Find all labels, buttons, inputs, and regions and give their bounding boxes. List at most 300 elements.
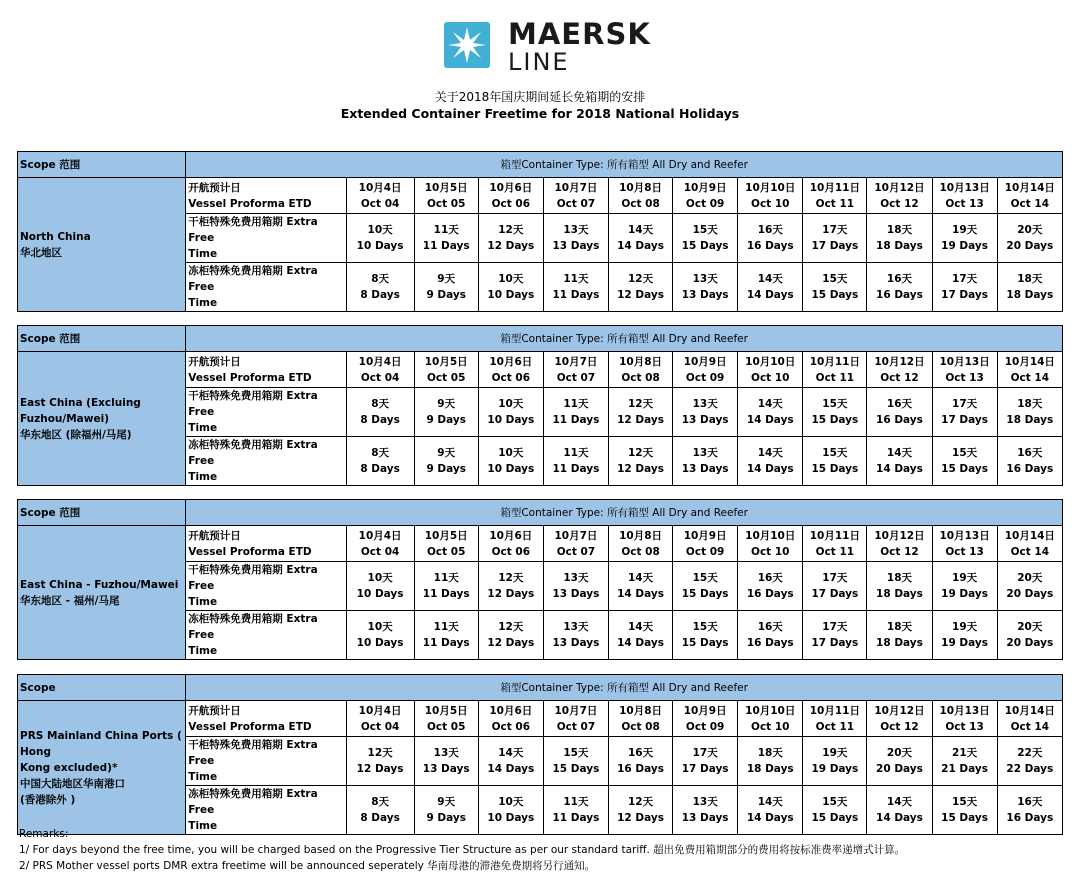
table-cell	[543, 437, 608, 486]
row-label-line-1: 冻柜特殊免费用箱期 Extra Free	[188, 788, 318, 816]
cell-en: 13 Days	[552, 240, 600, 252]
table-cell	[997, 562, 1062, 611]
table-header-row	[18, 152, 1063, 178]
table-cell	[738, 388, 803, 437]
row-label	[186, 562, 346, 611]
cell-en: 15 Days	[811, 812, 859, 824]
cell-cn: 12天	[498, 621, 524, 633]
row-label	[186, 526, 346, 562]
cell-en: 14 Days	[617, 588, 664, 600]
cell-cn: 18天	[757, 747, 783, 759]
cell-en: 16 Days	[746, 637, 794, 649]
cell-en: Oct 09	[685, 371, 725, 384]
table-cell	[997, 178, 1062, 214]
cell-en: 17 Days	[941, 414, 988, 426]
cell-en: Oct 09	[685, 197, 725, 210]
cell-cn: 10月5日	[424, 529, 468, 542]
table-cell	[738, 214, 803, 263]
freetime-table-4	[17, 674, 1063, 835]
brand-header	[0, 18, 1080, 78]
table-cell	[608, 388, 672, 437]
brand-name: MAERSK	[508, 17, 651, 51]
table-cell	[608, 562, 672, 611]
table-cell	[478, 562, 543, 611]
region-line: PRS Mainland China Ports ( Hong	[20, 729, 182, 758]
cell-en: 12 Days	[617, 414, 664, 426]
cell-en: Oct 14	[1010, 197, 1050, 210]
cell-en: 14 Days	[876, 463, 923, 475]
cell-cn: 15天	[563, 747, 589, 759]
table-cell	[608, 611, 672, 660]
row-label	[186, 437, 346, 486]
cell-en: 17 Days	[811, 588, 859, 600]
table-cell	[478, 178, 543, 214]
etd-row	[18, 178, 1063, 214]
cell-cn: 10月4日	[358, 704, 402, 717]
cell-cn: 14天	[627, 572, 654, 584]
cell-cn: 12天	[627, 796, 654, 808]
cell-en: 12 Days	[617, 289, 664, 301]
cell-cn: 8天	[371, 398, 389, 410]
cell-cn: 14天	[627, 224, 654, 236]
table-cell	[867, 526, 932, 562]
cell-en: 17 Days	[941, 289, 988, 301]
table-cell	[932, 562, 997, 611]
table-cell	[478, 701, 543, 737]
cell-cn: 10月14日	[1004, 704, 1055, 717]
cell-en: 17 Days	[681, 763, 729, 775]
cell-cn: 10月4日	[358, 355, 402, 368]
table-cell	[414, 263, 478, 312]
cell-en: 18 Days	[876, 240, 923, 252]
cell-cn: 10月12日	[874, 704, 925, 717]
table-cell	[803, 214, 867, 263]
cell-cn: 17天	[952, 398, 978, 410]
table-cell	[803, 178, 867, 214]
cell-cn: 16天	[757, 224, 783, 236]
cell-en: Oct 14	[1010, 720, 1050, 733]
region-name	[18, 701, 186, 835]
cell-cn: 10月9日	[683, 704, 727, 717]
row-label-line-1: 开航预计日	[188, 355, 241, 368]
cell-en: Oct 09	[685, 720, 725, 733]
cell-en: 13 Days	[681, 463, 729, 475]
freetime-table-1	[17, 151, 1063, 312]
cell-cn: 16天	[757, 572, 783, 584]
cell-en: Oct 09	[685, 545, 725, 558]
table-cell	[867, 214, 932, 263]
cell-en: 14 Days	[617, 240, 664, 252]
cell-en: Oct 11	[815, 197, 855, 210]
table-cell	[867, 611, 932, 660]
table-cell	[673, 178, 738, 214]
cell-cn: 10月12日	[874, 529, 925, 542]
region-line: Kong excluded)*	[20, 761, 118, 774]
remarks	[19, 826, 905, 874]
cell-en: 13 Days	[681, 289, 729, 301]
table-cell	[543, 214, 608, 263]
cell-en: Oct 10	[751, 197, 790, 210]
table-cell	[478, 526, 543, 562]
table-cell	[608, 701, 672, 737]
cell-cn: 15天	[822, 447, 848, 459]
cell-en: 18 Days	[1006, 289, 1054, 301]
cell-cn: 10月13日	[939, 529, 990, 542]
table-cell	[414, 562, 478, 611]
cell-en: 10 Days	[487, 414, 535, 426]
cell-cn: 19天	[952, 572, 978, 584]
cell-en: Oct 12	[880, 720, 919, 733]
table-cell	[932, 611, 997, 660]
table-cell	[997, 263, 1062, 312]
cell-cn: 13天	[692, 398, 718, 410]
cell-cn: 15天	[692, 224, 718, 236]
cell-cn: 10月7日	[554, 181, 598, 194]
cell-en: 19 Days	[941, 240, 988, 252]
table-cell	[478, 214, 543, 263]
row-label-line-2: Time	[188, 771, 218, 783]
cell-en: 14 Days	[746, 812, 794, 824]
cell-cn: 14天	[757, 273, 783, 285]
row-label	[186, 178, 346, 214]
cell-en: Oct 12	[880, 371, 919, 384]
table-cell	[346, 352, 414, 388]
cell-en: 19 Days	[941, 637, 988, 649]
table-cell	[932, 178, 997, 214]
table-cell	[346, 437, 414, 486]
scope-label: Scope 范围	[18, 326, 186, 352]
cell-cn: 16天	[757, 621, 783, 633]
cell-en: 15 Days	[552, 763, 600, 775]
table-cell	[608, 178, 672, 214]
cell-cn: 14天	[498, 747, 524, 759]
cell-en: 10 Days	[487, 463, 535, 475]
cell-en: Oct 04	[360, 371, 400, 384]
table-cell	[867, 737, 932, 786]
cell-en: Oct 07	[556, 371, 596, 384]
remark-item-2: 2/ PRS Mother vessel ports DMR extra freetime will be announced seperately 华南母港的滞港免费期将另行通知。	[19, 860, 596, 872]
region-name	[18, 352, 186, 486]
table-cell	[346, 178, 414, 214]
cell-en: 20 Days	[1006, 637, 1054, 649]
cell-en: 13 Days	[552, 588, 600, 600]
cell-en: Oct 05	[426, 371, 466, 384]
cell-cn: 22天	[1017, 747, 1043, 759]
cell-cn: 16天	[886, 273, 913, 285]
cell-en: Oct 12	[880, 545, 919, 558]
table-cell	[867, 178, 932, 214]
scope-label: Scope	[18, 675, 186, 701]
container-type-label: 箱型Container Type: 所有箱型 All Dry and Reefer	[186, 500, 1063, 526]
cell-en: Oct 04	[360, 545, 400, 558]
cell-en: Oct 08	[621, 371, 660, 384]
table-cell	[608, 437, 672, 486]
cell-cn: 18天	[886, 621, 913, 633]
scope-label: Scope 范围	[18, 500, 186, 526]
cell-en: Oct 13	[945, 720, 984, 733]
cell-en: Oct 08	[621, 545, 660, 558]
cell-cn: 12天	[498, 572, 524, 584]
table-cell	[803, 737, 867, 786]
region-line: 中国大陆地区华南港口	[20, 777, 125, 790]
cell-en: Oct 11	[815, 545, 855, 558]
cell-cn: 18天	[1017, 398, 1043, 410]
cell-cn: 13天	[563, 621, 589, 633]
cell-cn: 10月14日	[1004, 355, 1055, 368]
cell-en: 13 Days	[422, 763, 470, 775]
cell-cn: 15天	[952, 447, 978, 459]
etd-row	[18, 526, 1063, 562]
row-label-line-1: 冻柜特殊免费用箱期 Extra Free	[188, 613, 318, 641]
cell-en: Oct 14	[1010, 371, 1050, 384]
cell-en: 14 Days	[487, 763, 535, 775]
cell-cn: 10天	[498, 447, 524, 459]
row-label	[186, 388, 346, 437]
cell-en: Oct 10	[751, 545, 790, 558]
row-label-line-1: 开航预计日	[188, 704, 241, 717]
cell-cn: 10月10日	[745, 181, 796, 194]
region-name	[18, 178, 186, 312]
row-label-line-2: Time	[188, 248, 218, 260]
table-cell	[997, 526, 1062, 562]
cell-cn: 13天	[692, 447, 718, 459]
row-label-line-1: 干柜特殊免费用箱期 Extra Free	[188, 739, 318, 767]
cell-cn: 18天	[886, 224, 913, 236]
table-cell	[738, 562, 803, 611]
remarks-heading: Remarks:	[19, 828, 69, 840]
cell-cn: 15天	[822, 796, 848, 808]
cell-cn: 20天	[886, 747, 913, 759]
cell-cn: 10月11日	[809, 704, 860, 717]
cell-en: Oct 06	[491, 545, 531, 558]
cell-cn: 10月6日	[489, 529, 533, 542]
table-cell	[543, 388, 608, 437]
cell-cn: 12天	[367, 747, 393, 759]
region-line: 华东地区 (除福州/马尾)	[20, 428, 132, 441]
cell-en: 10 Days	[356, 588, 404, 600]
row-label-line-2: Time	[188, 297, 218, 309]
row-label-line-2: Vessel Proforma ETD	[188, 720, 312, 733]
table-cell	[803, 388, 867, 437]
table-cell	[673, 562, 738, 611]
cell-en: 12 Days	[487, 637, 535, 649]
cell-cn: 10月14日	[1004, 181, 1055, 194]
cell-cn: 10月5日	[424, 355, 468, 368]
cell-en: 16 Days	[617, 763, 664, 775]
table-header-row	[18, 326, 1063, 352]
cell-cn: 10月12日	[874, 355, 925, 368]
table-cell	[414, 701, 478, 737]
region-name	[18, 526, 186, 660]
row-label	[186, 263, 346, 312]
table-cell	[673, 263, 738, 312]
cell-en: Oct 13	[945, 545, 984, 558]
cell-cn: 14天	[627, 621, 654, 633]
page-title-en: Extended Container Freetime for 2018 National Holidays	[340, 106, 740, 121]
cell-cn: 20天	[1017, 572, 1043, 584]
cell-cn: 10月9日	[683, 181, 727, 194]
cell-cn: 10月14日	[1004, 529, 1055, 542]
cell-en: Oct 10	[751, 371, 790, 384]
cell-en: 15 Days	[811, 289, 859, 301]
cell-cn: 10月6日	[489, 181, 533, 194]
cell-en: 12 Days	[356, 763, 404, 775]
cell-en: 18 Days	[746, 763, 794, 775]
scope-label: Scope 范围	[18, 152, 186, 178]
cell-cn: 13天	[563, 224, 589, 236]
cell-en: Oct 06	[491, 720, 531, 733]
table-cell	[478, 263, 543, 312]
row-label	[186, 214, 346, 263]
cell-en: Oct 08	[621, 197, 660, 210]
cell-en: Oct 04	[360, 720, 400, 733]
cell-cn: 12天	[627, 447, 654, 459]
table-cell	[608, 737, 672, 786]
table-cell	[414, 737, 478, 786]
cell-cn: 14天	[757, 447, 783, 459]
table-cell	[997, 611, 1062, 660]
cell-en: 16 Days	[746, 240, 794, 252]
table-cell	[478, 388, 543, 437]
table-cell	[414, 437, 478, 486]
cell-cn: 17天	[822, 572, 848, 584]
cell-en: 20 Days	[1006, 240, 1054, 252]
cell-cn: 11天	[433, 621, 459, 633]
cell-cn: 10月11日	[809, 529, 860, 542]
table-cell	[608, 526, 672, 562]
table-cell	[803, 701, 867, 737]
cell-cn: 10月8日	[619, 529, 662, 542]
table-cell	[738, 526, 803, 562]
cell-en: 16 Days	[746, 588, 794, 600]
table-cell	[673, 214, 738, 263]
cell-en: 11 Days	[552, 289, 600, 301]
row-label-line-1: 干柜特殊免费用箱期 Extra Free	[188, 390, 318, 418]
cell-en: 8 Days	[360, 289, 400, 301]
table-cell	[414, 214, 478, 263]
cell-cn: 10月5日	[424, 704, 468, 717]
etd-row	[18, 352, 1063, 388]
cell-cn: 10月7日	[554, 704, 598, 717]
table-cell	[932, 526, 997, 562]
cell-cn: 9天	[437, 796, 456, 808]
table-cell	[673, 526, 738, 562]
cell-en: 15 Days	[811, 414, 859, 426]
region-line: East China - Fuzhou/Mawei	[20, 578, 179, 591]
cell-en: 15 Days	[681, 240, 729, 252]
cell-en: 15 Days	[681, 637, 729, 649]
table-cell	[932, 786, 997, 835]
table-cell	[608, 214, 672, 263]
cell-cn: 14天	[886, 447, 913, 459]
table-cell	[803, 526, 867, 562]
cell-cn: 10月9日	[683, 355, 727, 368]
table-cell	[673, 611, 738, 660]
table-cell	[738, 352, 803, 388]
brand-sub: LINE	[508, 48, 570, 76]
cell-en: Oct 11	[815, 371, 855, 384]
table-cell	[738, 701, 803, 737]
cell-en: Oct 04	[360, 197, 400, 210]
table-cell	[673, 701, 738, 737]
cell-en: 15 Days	[811, 463, 859, 475]
table-cell	[673, 737, 738, 786]
freetime-table-2	[17, 325, 1063, 486]
cell-en: 12 Days	[617, 463, 664, 475]
region-line: East China (Excluing	[20, 396, 141, 409]
cell-cn: 21天	[952, 747, 978, 759]
cell-cn: 10月10日	[745, 704, 796, 717]
cell-en: 8 Days	[360, 463, 400, 475]
table-cell	[997, 701, 1062, 737]
cell-en: 18 Days	[876, 588, 923, 600]
cell-en: 19 Days	[811, 763, 859, 775]
table-header-row	[18, 675, 1063, 701]
cell-en: Oct 05	[426, 720, 466, 733]
row-label-line-2: Vessel Proforma ETD	[188, 197, 312, 210]
table-cell	[608, 352, 672, 388]
region-line: 华东地区 - 福州/马尾	[20, 594, 120, 607]
cell-cn: 16天	[886, 398, 913, 410]
table-cell	[478, 737, 543, 786]
table-cell	[932, 214, 997, 263]
cell-en: 20 Days	[1006, 588, 1054, 600]
cell-cn: 11天	[433, 572, 459, 584]
table-cell	[346, 526, 414, 562]
cell-cn: 14天	[886, 796, 913, 808]
cell-en: 11 Days	[552, 812, 600, 824]
cell-en: Oct 05	[426, 545, 466, 558]
table-cell	[414, 352, 478, 388]
table-cell	[346, 737, 414, 786]
table-cell	[803, 437, 867, 486]
table-cell	[803, 611, 867, 660]
row-label-line-1: 冻柜特殊免费用箱期 Extra Free	[188, 439, 318, 467]
cell-en: 11 Days	[552, 414, 600, 426]
cell-cn: 11天	[563, 447, 589, 459]
cell-en: 21 Days	[941, 763, 988, 775]
cell-en: Oct 12	[880, 197, 919, 210]
row-label-line-2: Time	[188, 596, 218, 608]
table-cell	[997, 214, 1062, 263]
cell-en: 19 Days	[941, 588, 988, 600]
cell-cn: 10月13日	[939, 704, 990, 717]
table-cell	[867, 263, 932, 312]
region-line: Fuzhou/Mawei)	[20, 412, 109, 425]
cell-cn: 10月7日	[554, 355, 598, 368]
table-cell	[867, 388, 932, 437]
cell-en: 12 Days	[487, 588, 535, 600]
row-label-line-2: Vessel Proforma ETD	[188, 545, 312, 558]
cell-en: 18 Days	[1006, 414, 1054, 426]
table-cell	[738, 611, 803, 660]
cell-cn: 15天	[822, 273, 848, 285]
cell-cn: 10月11日	[809, 355, 860, 368]
cell-en: 9 Days	[426, 463, 466, 475]
cell-cn: 10月13日	[939, 181, 990, 194]
table-cell	[932, 263, 997, 312]
cell-cn: 15天	[692, 621, 718, 633]
cell-cn: 10月8日	[619, 704, 662, 717]
table-cell	[478, 352, 543, 388]
container-type-label: 箱型Container Type: 所有箱型 All Dry and Reefer	[186, 152, 1063, 178]
cell-cn: 10天	[498, 398, 524, 410]
table-cell	[867, 352, 932, 388]
table-cell	[932, 388, 997, 437]
cell-en: 11 Days	[422, 637, 470, 649]
etd-row	[18, 701, 1063, 737]
table-cell	[738, 263, 803, 312]
